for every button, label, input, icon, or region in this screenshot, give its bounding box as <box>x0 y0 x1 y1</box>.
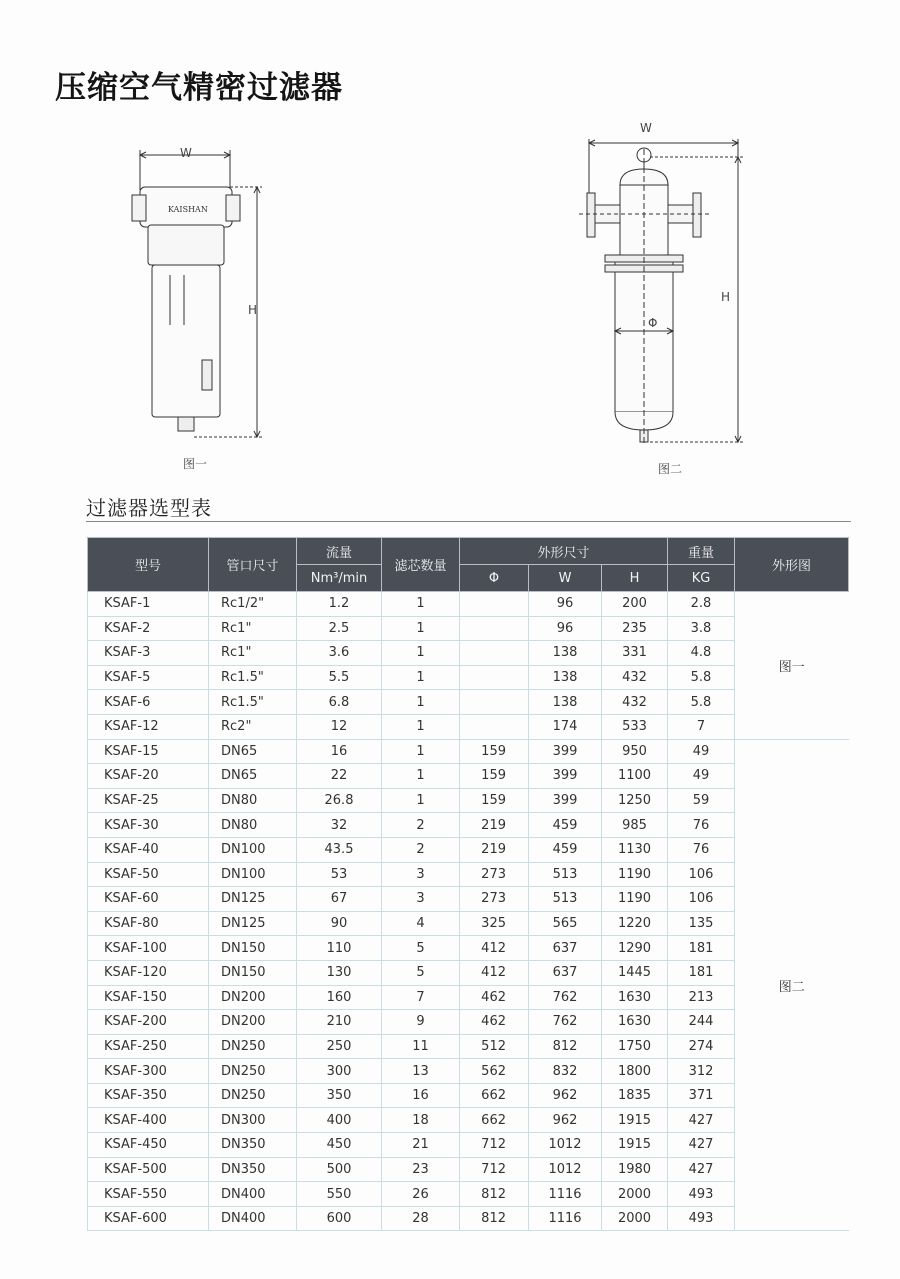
weight-cell: 76 <box>668 837 735 862</box>
flow-cell: 400 <box>297 1108 382 1133</box>
table-row <box>88 985 849 1010</box>
flow-cell: 22 <box>297 764 382 789</box>
width-cell: 1012 <box>529 1133 602 1158</box>
header-weight-unit: KG <box>668 565 735 592</box>
weight-cell: 493 <box>668 1206 735 1231</box>
weight-cell: 181 <box>668 960 735 985</box>
weight-cell: 5.8 <box>668 690 735 715</box>
cartridge-count-cell: 2 <box>382 837 460 862</box>
height-cell: 1290 <box>602 936 668 961</box>
weight-cell: 7 <box>668 714 735 739</box>
port-cell: DN125 <box>209 911 297 936</box>
phi-cell: 512 <box>460 1034 529 1059</box>
cartridge-count-cell: 1 <box>382 690 460 715</box>
table-row <box>88 739 849 764</box>
cartridge-count-cell: 23 <box>382 1157 460 1182</box>
header-figure: 外形图 <box>735 538 849 592</box>
width-cell: 962 <box>529 1108 602 1133</box>
header-port: 管口尺寸 <box>209 538 297 592</box>
height-cell: 1445 <box>602 960 668 985</box>
width-cell: 399 <box>529 788 602 813</box>
port-cell: DN80 <box>209 813 297 838</box>
flow-cell: 600 <box>297 1206 382 1231</box>
phi-cell: 562 <box>460 1059 529 1084</box>
header-h: H <box>602 565 668 592</box>
port-cell: DN65 <box>209 739 297 764</box>
model-cell: KSAF-60 <box>88 887 209 912</box>
port-cell: DN65 <box>209 764 297 789</box>
phi-cell <box>460 665 529 690</box>
cartridge-count-cell: 1 <box>382 714 460 739</box>
model-cell: KSAF-80 <box>88 911 209 936</box>
height-cell: 2000 <box>602 1206 668 1231</box>
table-row <box>88 616 849 641</box>
model-cell: KSAF-1 <box>88 592 209 617</box>
figure-reference-cell: 图二 <box>735 739 849 1231</box>
port-cell: Rc1.5" <box>209 665 297 690</box>
cartridge-count-cell: 5 <box>382 936 460 961</box>
width-cell: 138 <box>529 641 602 666</box>
section-title: 过滤器选型表 <box>86 496 212 520</box>
table-row <box>88 960 849 985</box>
weight-cell: 49 <box>668 739 735 764</box>
header-model: 型号 <box>88 538 209 592</box>
phi-cell: 219 <box>460 813 529 838</box>
height-cell: 1100 <box>602 764 668 789</box>
height-cell: 1190 <box>602 862 668 887</box>
port-cell: Rc1.5" <box>209 690 297 715</box>
figure-1-brand: KAISHAN <box>168 205 208 214</box>
table-row <box>88 1182 849 1207</box>
width-cell: 762 <box>529 1010 602 1035</box>
height-cell: 1220 <box>602 911 668 936</box>
width-cell: 1012 <box>529 1157 602 1182</box>
table-row <box>88 862 849 887</box>
port-cell: Rc2" <box>209 714 297 739</box>
model-cell: KSAF-450 <box>88 1133 209 1158</box>
flow-cell: 90 <box>297 911 382 936</box>
model-cell: KSAF-25 <box>88 788 209 813</box>
cartridge-count-cell: 9 <box>382 1010 460 1035</box>
cartridge-count-cell: 7 <box>382 985 460 1010</box>
weight-cell: 5.8 <box>668 665 735 690</box>
table-row <box>88 1133 849 1158</box>
flow-cell: 3.6 <box>297 641 382 666</box>
model-cell: KSAF-15 <box>88 739 209 764</box>
phi-cell <box>460 690 529 715</box>
width-cell: 1116 <box>529 1206 602 1231</box>
phi-cell: 273 <box>460 887 529 912</box>
table-row <box>88 690 849 715</box>
table-row <box>88 592 849 617</box>
header-phi: Φ <box>460 565 529 592</box>
table-row <box>88 1083 849 1108</box>
table-row <box>88 641 849 666</box>
table-row <box>88 936 849 961</box>
model-cell: KSAF-300 <box>88 1059 209 1084</box>
height-cell: 533 <box>602 714 668 739</box>
table-row <box>88 1157 849 1182</box>
port-cell: Rc1/2" <box>209 592 297 617</box>
flow-cell: 5.5 <box>297 665 382 690</box>
height-cell: 1750 <box>602 1034 668 1059</box>
model-cell: KSAF-350 <box>88 1083 209 1108</box>
table-row <box>88 887 849 912</box>
port-cell: DN200 <box>209 985 297 1010</box>
flow-cell: 43.5 <box>297 837 382 862</box>
model-cell: KSAF-200 <box>88 1010 209 1035</box>
model-cell: KSAF-550 <box>88 1182 209 1207</box>
weight-cell: 76 <box>668 813 735 838</box>
cartridge-count-cell: 13 <box>382 1059 460 1084</box>
figure-2-dim-phi: Φ <box>648 316 658 330</box>
height-cell: 1915 <box>602 1108 668 1133</box>
width-cell: 399 <box>529 764 602 789</box>
height-cell: 950 <box>602 739 668 764</box>
width-cell: 459 <box>529 837 602 862</box>
model-cell: KSAF-6 <box>88 690 209 715</box>
port-cell: DN250 <box>209 1034 297 1059</box>
cartridge-count-cell: 16 <box>382 1083 460 1108</box>
port-cell: Rc1" <box>209 616 297 641</box>
flow-cell: 500 <box>297 1157 382 1182</box>
header-dimensions: 外形尺寸 <box>460 538 668 565</box>
table-row <box>88 1059 849 1084</box>
phi-cell: 712 <box>460 1157 529 1182</box>
flow-cell: 26.8 <box>297 788 382 813</box>
model-cell: KSAF-40 <box>88 837 209 862</box>
port-cell: DN125 <box>209 887 297 912</box>
phi-cell <box>460 592 529 617</box>
flow-cell: 67 <box>297 887 382 912</box>
height-cell: 1980 <box>602 1157 668 1182</box>
phi-cell <box>460 616 529 641</box>
flow-cell: 16 <box>297 739 382 764</box>
weight-cell: 106 <box>668 862 735 887</box>
flow-cell: 250 <box>297 1034 382 1059</box>
weight-cell: 427 <box>668 1108 735 1133</box>
weight-cell: 49 <box>668 764 735 789</box>
model-cell: KSAF-30 <box>88 813 209 838</box>
weight-cell: 274 <box>668 1034 735 1059</box>
weight-cell: 4.8 <box>668 641 735 666</box>
width-cell: 513 <box>529 887 602 912</box>
width-cell: 832 <box>529 1059 602 1084</box>
height-cell: 1250 <box>602 788 668 813</box>
cartridge-count-cell: 28 <box>382 1206 460 1231</box>
height-cell: 1800 <box>602 1059 668 1084</box>
weight-cell: 312 <box>668 1059 735 1084</box>
phi-cell: 812 <box>460 1182 529 1207</box>
port-cell: DN250 <box>209 1083 297 1108</box>
figure-1-drawing <box>130 145 280 450</box>
height-cell: 1190 <box>602 887 668 912</box>
table-row <box>88 1206 849 1231</box>
cartridge-count-cell: 1 <box>382 641 460 666</box>
flow-cell: 550 <box>297 1182 382 1207</box>
weight-cell: 493 <box>668 1182 735 1207</box>
port-cell: DN400 <box>209 1182 297 1207</box>
model-cell: KSAF-150 <box>88 985 209 1010</box>
height-cell: 331 <box>602 641 668 666</box>
phi-cell: 219 <box>460 837 529 862</box>
cartridge-count-cell: 1 <box>382 665 460 690</box>
height-cell: 432 <box>602 690 668 715</box>
weight-cell: 427 <box>668 1157 735 1182</box>
header-cartridges: 滤芯数量 <box>382 538 460 592</box>
model-cell: KSAF-3 <box>88 641 209 666</box>
flow-cell: 110 <box>297 936 382 961</box>
width-cell: 399 <box>529 739 602 764</box>
height-cell: 432 <box>602 665 668 690</box>
section-divider <box>86 521 851 522</box>
flow-cell: 300 <box>297 1059 382 1084</box>
cartridge-count-cell: 3 <box>382 887 460 912</box>
table-row <box>88 714 849 739</box>
weight-cell: 106 <box>668 887 735 912</box>
table-row <box>88 911 849 936</box>
width-cell: 637 <box>529 960 602 985</box>
port-cell: DN200 <box>209 1010 297 1035</box>
phi-cell: 712 <box>460 1133 529 1158</box>
flow-cell: 210 <box>297 1010 382 1035</box>
weight-cell: 244 <box>668 1010 735 1035</box>
model-cell: KSAF-120 <box>88 960 209 985</box>
selection-table <box>87 537 849 1231</box>
port-cell: DN350 <box>209 1157 297 1182</box>
width-cell: 138 <box>529 665 602 690</box>
weight-cell: 213 <box>668 985 735 1010</box>
header-w: W <box>529 565 602 592</box>
flow-cell: 160 <box>297 985 382 1010</box>
figure-2-caption: 图二 <box>658 462 683 476</box>
table-row <box>88 1108 849 1133</box>
port-cell: DN80 <box>209 788 297 813</box>
width-cell: 96 <box>529 592 602 617</box>
weight-cell: 181 <box>668 936 735 961</box>
phi-cell <box>460 641 529 666</box>
figure-2-dim-w: W <box>640 121 652 135</box>
flow-cell: 350 <box>297 1083 382 1108</box>
phi-cell: 159 <box>460 764 529 789</box>
weight-cell: 3.8 <box>668 616 735 641</box>
flow-cell: 1.2 <box>297 592 382 617</box>
phi-cell: 412 <box>460 960 529 985</box>
header-weight: 重量 <box>668 538 735 565</box>
height-cell: 200 <box>602 592 668 617</box>
height-cell: 985 <box>602 813 668 838</box>
table-row <box>88 788 849 813</box>
cartridge-count-cell: 5 <box>382 960 460 985</box>
port-cell: DN150 <box>209 960 297 985</box>
cartridge-count-cell: 1 <box>382 788 460 813</box>
model-cell: KSAF-5 <box>88 665 209 690</box>
width-cell: 962 <box>529 1083 602 1108</box>
width-cell: 565 <box>529 911 602 936</box>
height-cell: 2000 <box>602 1182 668 1207</box>
cartridge-count-cell: 1 <box>382 592 460 617</box>
table-row <box>88 1010 849 1035</box>
phi-cell: 462 <box>460 985 529 1010</box>
port-cell: DN250 <box>209 1059 297 1084</box>
width-cell: 138 <box>529 690 602 715</box>
port-cell: DN100 <box>209 837 297 862</box>
phi-cell: 662 <box>460 1083 529 1108</box>
width-cell: 637 <box>529 936 602 961</box>
phi-cell: 462 <box>460 1010 529 1035</box>
model-cell: KSAF-600 <box>88 1206 209 1231</box>
phi-cell: 159 <box>460 739 529 764</box>
width-cell: 459 <box>529 813 602 838</box>
width-cell: 762 <box>529 985 602 1010</box>
height-cell: 1630 <box>602 1010 668 1035</box>
cartridge-count-cell: 1 <box>382 616 460 641</box>
weight-cell: 135 <box>668 911 735 936</box>
model-cell: KSAF-12 <box>88 714 209 739</box>
table-row <box>88 1034 849 1059</box>
flow-cell: 32 <box>297 813 382 838</box>
width-cell: 96 <box>529 616 602 641</box>
cartridge-count-cell: 1 <box>382 764 460 789</box>
phi-cell: 159 <box>460 788 529 813</box>
table-row <box>88 813 849 838</box>
table-row <box>88 665 849 690</box>
model-cell: KSAF-500 <box>88 1157 209 1182</box>
cartridge-count-cell: 21 <box>382 1133 460 1158</box>
table-row <box>88 837 849 862</box>
flow-cell: 2.5 <box>297 616 382 641</box>
figure-1-caption: 图一 <box>183 457 208 471</box>
phi-cell: 412 <box>460 936 529 961</box>
port-cell: Rc1" <box>209 641 297 666</box>
figure-reference-cell: 图一 <box>735 592 849 740</box>
model-cell: KSAF-100 <box>88 936 209 961</box>
flow-cell: 450 <box>297 1133 382 1158</box>
port-cell: DN150 <box>209 936 297 961</box>
table-body <box>88 592 849 1231</box>
height-cell: 1130 <box>602 837 668 862</box>
cartridge-count-cell: 1 <box>382 739 460 764</box>
port-cell: DN350 <box>209 1133 297 1158</box>
cartridge-count-cell: 11 <box>382 1034 460 1059</box>
width-cell: 812 <box>529 1034 602 1059</box>
phi-cell: 273 <box>460 862 529 887</box>
figure-2-dim-h: H <box>721 290 731 304</box>
model-cell: KSAF-2 <box>88 616 209 641</box>
width-cell: 1116 <box>529 1182 602 1207</box>
flow-cell: 130 <box>297 960 382 985</box>
table-row <box>88 764 849 789</box>
height-cell: 1915 <box>602 1133 668 1158</box>
cartridge-count-cell: 2 <box>382 813 460 838</box>
model-cell: KSAF-400 <box>88 1108 209 1133</box>
model-cell: KSAF-20 <box>88 764 209 789</box>
weight-cell: 59 <box>668 788 735 813</box>
port-cell: DN300 <box>209 1108 297 1133</box>
width-cell: 513 <box>529 862 602 887</box>
weight-cell: 427 <box>668 1133 735 1158</box>
page-title: 压缩空气精密过滤器 <box>55 70 343 106</box>
cartridge-count-cell: 18 <box>382 1108 460 1133</box>
figure-1-dim-h: H <box>248 303 258 317</box>
height-cell: 1835 <box>602 1083 668 1108</box>
flow-cell: 6.8 <box>297 690 382 715</box>
phi-cell: 662 <box>460 1108 529 1133</box>
header-flow: 流量 <box>297 538 382 565</box>
phi-cell <box>460 714 529 739</box>
model-cell: KSAF-250 <box>88 1034 209 1059</box>
weight-cell: 371 <box>668 1083 735 1108</box>
height-cell: 235 <box>602 616 668 641</box>
cartridge-count-cell: 3 <box>382 862 460 887</box>
cartridge-count-cell: 26 <box>382 1182 460 1207</box>
width-cell: 174 <box>529 714 602 739</box>
figure-1-dim-w: W <box>180 146 192 160</box>
weight-cell: 2.8 <box>668 592 735 617</box>
model-cell: KSAF-50 <box>88 862 209 887</box>
port-cell: DN400 <box>209 1206 297 1231</box>
phi-cell: 325 <box>460 911 529 936</box>
flow-cell: 53 <box>297 862 382 887</box>
header-flow-unit: Nm³/min <box>297 565 382 592</box>
flow-cell: 12 <box>297 714 382 739</box>
port-cell: DN100 <box>209 862 297 887</box>
phi-cell: 812 <box>460 1206 529 1231</box>
height-cell: 1630 <box>602 985 668 1010</box>
cartridge-count-cell: 4 <box>382 911 460 936</box>
